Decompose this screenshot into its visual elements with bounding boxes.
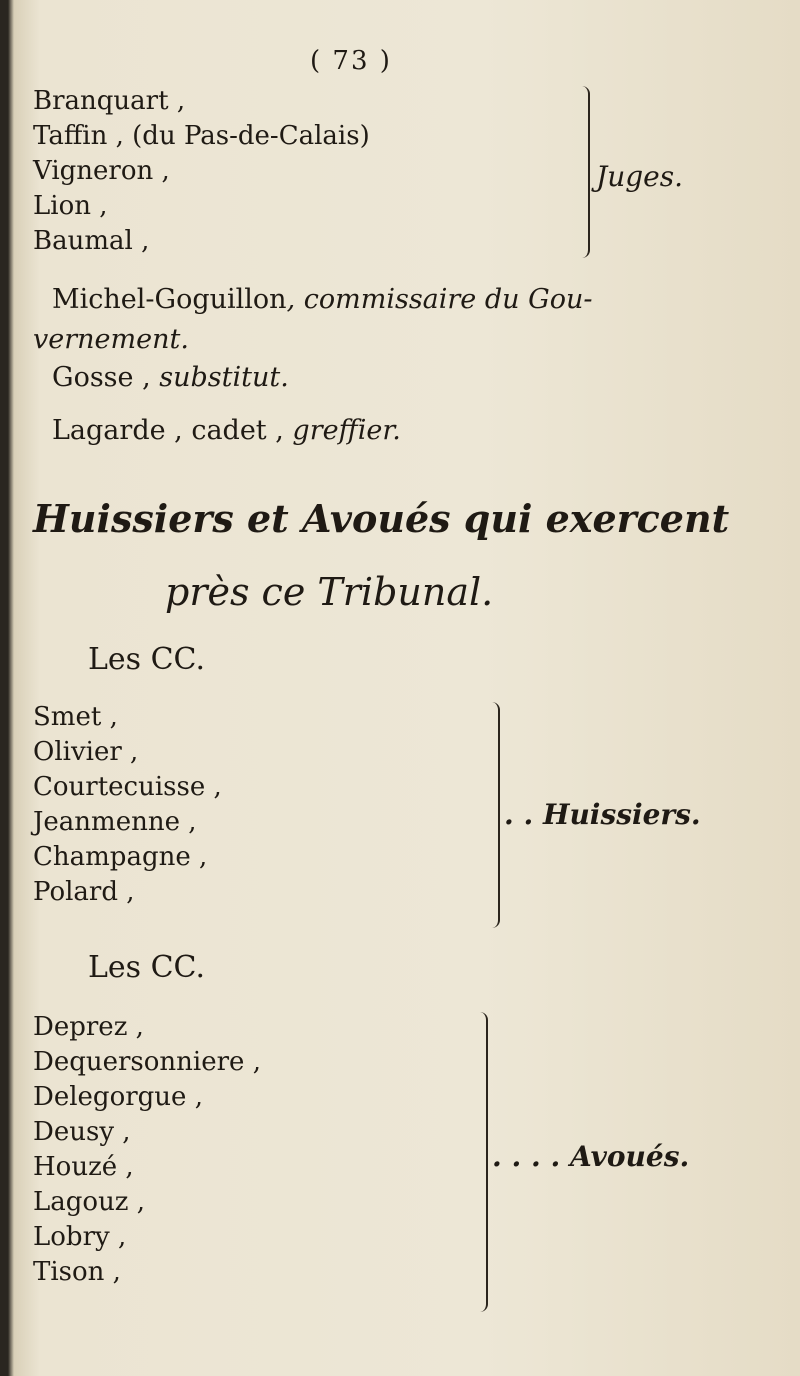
substitut-line (52, 360, 289, 396)
huissiers-brace (476, 702, 500, 928)
avoue-name: Lagouz , (33, 1187, 146, 1217)
huissier-name: Jeanmenne , (33, 807, 197, 837)
avoue-name: Houzé , (33, 1152, 134, 1182)
judges-label: Juges. (596, 160, 684, 193)
avoue-name: Dequersonniere , (33, 1047, 261, 1077)
huissiers-list (33, 700, 222, 910)
huissiers-intro: Les CC. (88, 642, 205, 677)
huissiers-label: . . Huissiers. (504, 798, 701, 831)
commissaire-name: Michel-Goguillon (52, 284, 287, 315)
section-heading: Huissiers et Avoués qui exercent (33, 496, 730, 541)
judges-brace (566, 86, 590, 258)
avoues-label: . . . . Avoués. (492, 1140, 690, 1173)
commissaire-line (52, 282, 592, 318)
judge-name: Lion , (33, 191, 108, 221)
judge-name: Taffin , (du Pas-de-Calais) (33, 121, 370, 151)
section-subheading: près ce Tribunal. (165, 570, 494, 614)
avoue-name: Deprez , (33, 1012, 144, 1042)
avoues-intro: Les CC. (88, 950, 205, 985)
greffier-line (52, 413, 401, 449)
substitut-title: substitut. (159, 362, 289, 393)
greffier-name: Lagarde , cadet , (52, 415, 284, 446)
substitut-name: Gosse , (52, 362, 151, 393)
huissier-name: Champagne , (33, 842, 208, 872)
greffier-title: greffier. (292, 415, 401, 446)
judge-name: Branquart , (33, 86, 186, 116)
huissier-name: Polard , (33, 877, 135, 907)
page-number: ( 73 ) (310, 46, 392, 76)
huissier-name: Courtecuisse , (33, 772, 222, 802)
judge-name: Vigneron , (33, 156, 170, 186)
commissaire-title: , commissaire du Gou- (286, 284, 593, 315)
avoues-brace (464, 1012, 488, 1312)
huissier-name: Smet , (33, 702, 118, 732)
judges-list (33, 84, 370, 259)
commissaire-title-continued: vernement. (33, 324, 189, 355)
avoue-name: Delegorgue , (33, 1082, 203, 1112)
avoues-list (33, 1010, 261, 1290)
avoue-name: Deusy , (33, 1117, 131, 1147)
avoue-name: Tison , (33, 1257, 121, 1287)
avoue-name: Lobry , (33, 1222, 127, 1252)
judge-name: Baumal , (33, 226, 150, 256)
huissier-name: Olivier , (33, 737, 139, 767)
